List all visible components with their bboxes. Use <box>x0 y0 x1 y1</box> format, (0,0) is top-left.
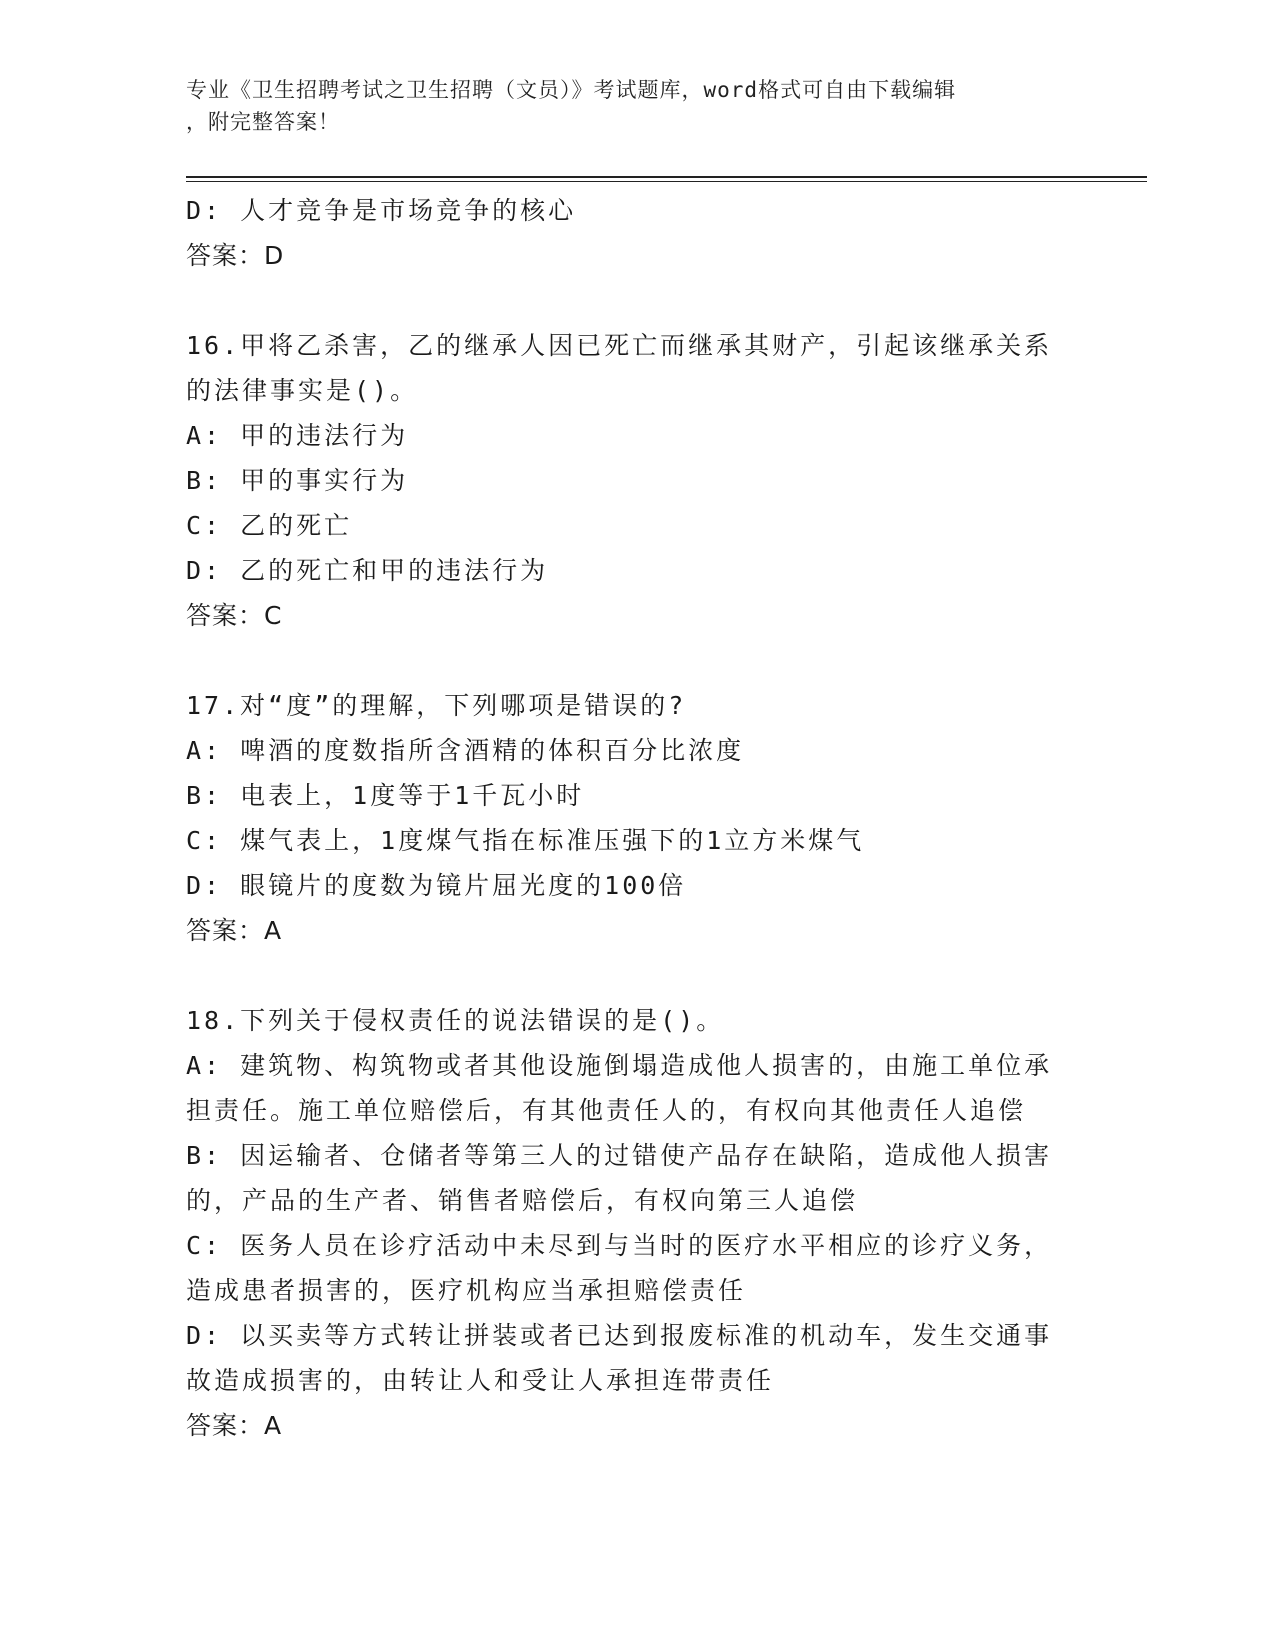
option-d: D: 以买卖等方式转让拼装或者已达到报废标准的机动车，发生交通事 <box>186 1321 1053 1350</box>
answer-line: 答案：A <box>186 1411 283 1440</box>
header-text-line1: 专业《卫生招聘考试之卫生招聘（文员）》考试题库，word格式可自由下载编辑 <box>186 78 957 102</box>
question-stem: 16.甲将乙杀害，乙的继承人因已死亡而继承其财产，引起该继承关系 <box>186 331 1053 360</box>
option-b: B: 因运输者、仓储者等第三人的过错使产品存在缺陷，造成他人损害 <box>186 1141 1053 1170</box>
header-divider-thick <box>186 176 1147 178</box>
option-d: D: 人才竞争是市场竞争的核心 <box>186 196 577 225</box>
option-a: A: 甲的违法行为 <box>186 421 409 450</box>
option-d: D: 乙的死亡和甲的违法行为 <box>186 556 549 585</box>
option-c: C: 煤气表上，1度煤气指在标准压强下的1立方米煤气 <box>186 826 865 855</box>
spacer <box>186 638 1086 683</box>
question-15-tail <box>186 188 1086 278</box>
option-c: C: 乙的死亡 <box>186 511 353 540</box>
option-a: A: 建筑物、构筑物或者其他设施倒塌造成他人损害的，由施工单位承 <box>186 1051 1053 1080</box>
header-text-line2: ，附完整答案！ <box>186 110 340 134</box>
question-stem-cont: 的法律事实是()。 <box>186 376 419 405</box>
option-a-cont: 担责任。施工单位赔偿后，有其他责任人的，有权向其他责任人追偿 <box>186 1096 1027 1125</box>
option-a: A: 啤酒的度数指所含酒精的体积百分比浓度 <box>186 736 745 765</box>
question-stem: 18.下列关于侵权责任的说法错误的是()。 <box>186 1006 725 1035</box>
spacer <box>186 953 1086 998</box>
spacer <box>186 278 1086 323</box>
question-16 <box>186 323 1086 638</box>
option-c: C: 医务人员在诊疗活动中未尽到与当时的医疗水平相应的诊疗义务， <box>186 1231 1053 1260</box>
option-b: B: 电表上，1度等于1千瓦小时 <box>186 781 585 810</box>
question-stem: 17.对“度”的理解，下列哪项是错误的? <box>186 691 687 720</box>
header-divider-thin <box>186 181 1147 182</box>
question-content <box>186 188 1086 1448</box>
question-17 <box>186 683 1086 953</box>
answer-line: 答案：A <box>186 916 283 945</box>
question-18 <box>186 998 1086 1448</box>
option-d-cont: 故造成损害的，由转让人和受让人承担连带责任 <box>186 1366 775 1395</box>
option-c-cont: 造成患者损害的，医疗机构应当承担赔偿责任 <box>186 1276 747 1305</box>
option-b: B: 甲的事实行为 <box>186 466 409 495</box>
answer-line: 答案：C <box>186 601 283 630</box>
option-d: D: 眼镜片的度数为镜片屈光度的100倍 <box>186 871 687 900</box>
document-header <box>186 74 1066 138</box>
answer-line: 答案：D <box>186 241 285 270</box>
option-b-cont: 的，产品的生产者、销售者赔偿后，有权向第三人追偿 <box>186 1186 859 1215</box>
